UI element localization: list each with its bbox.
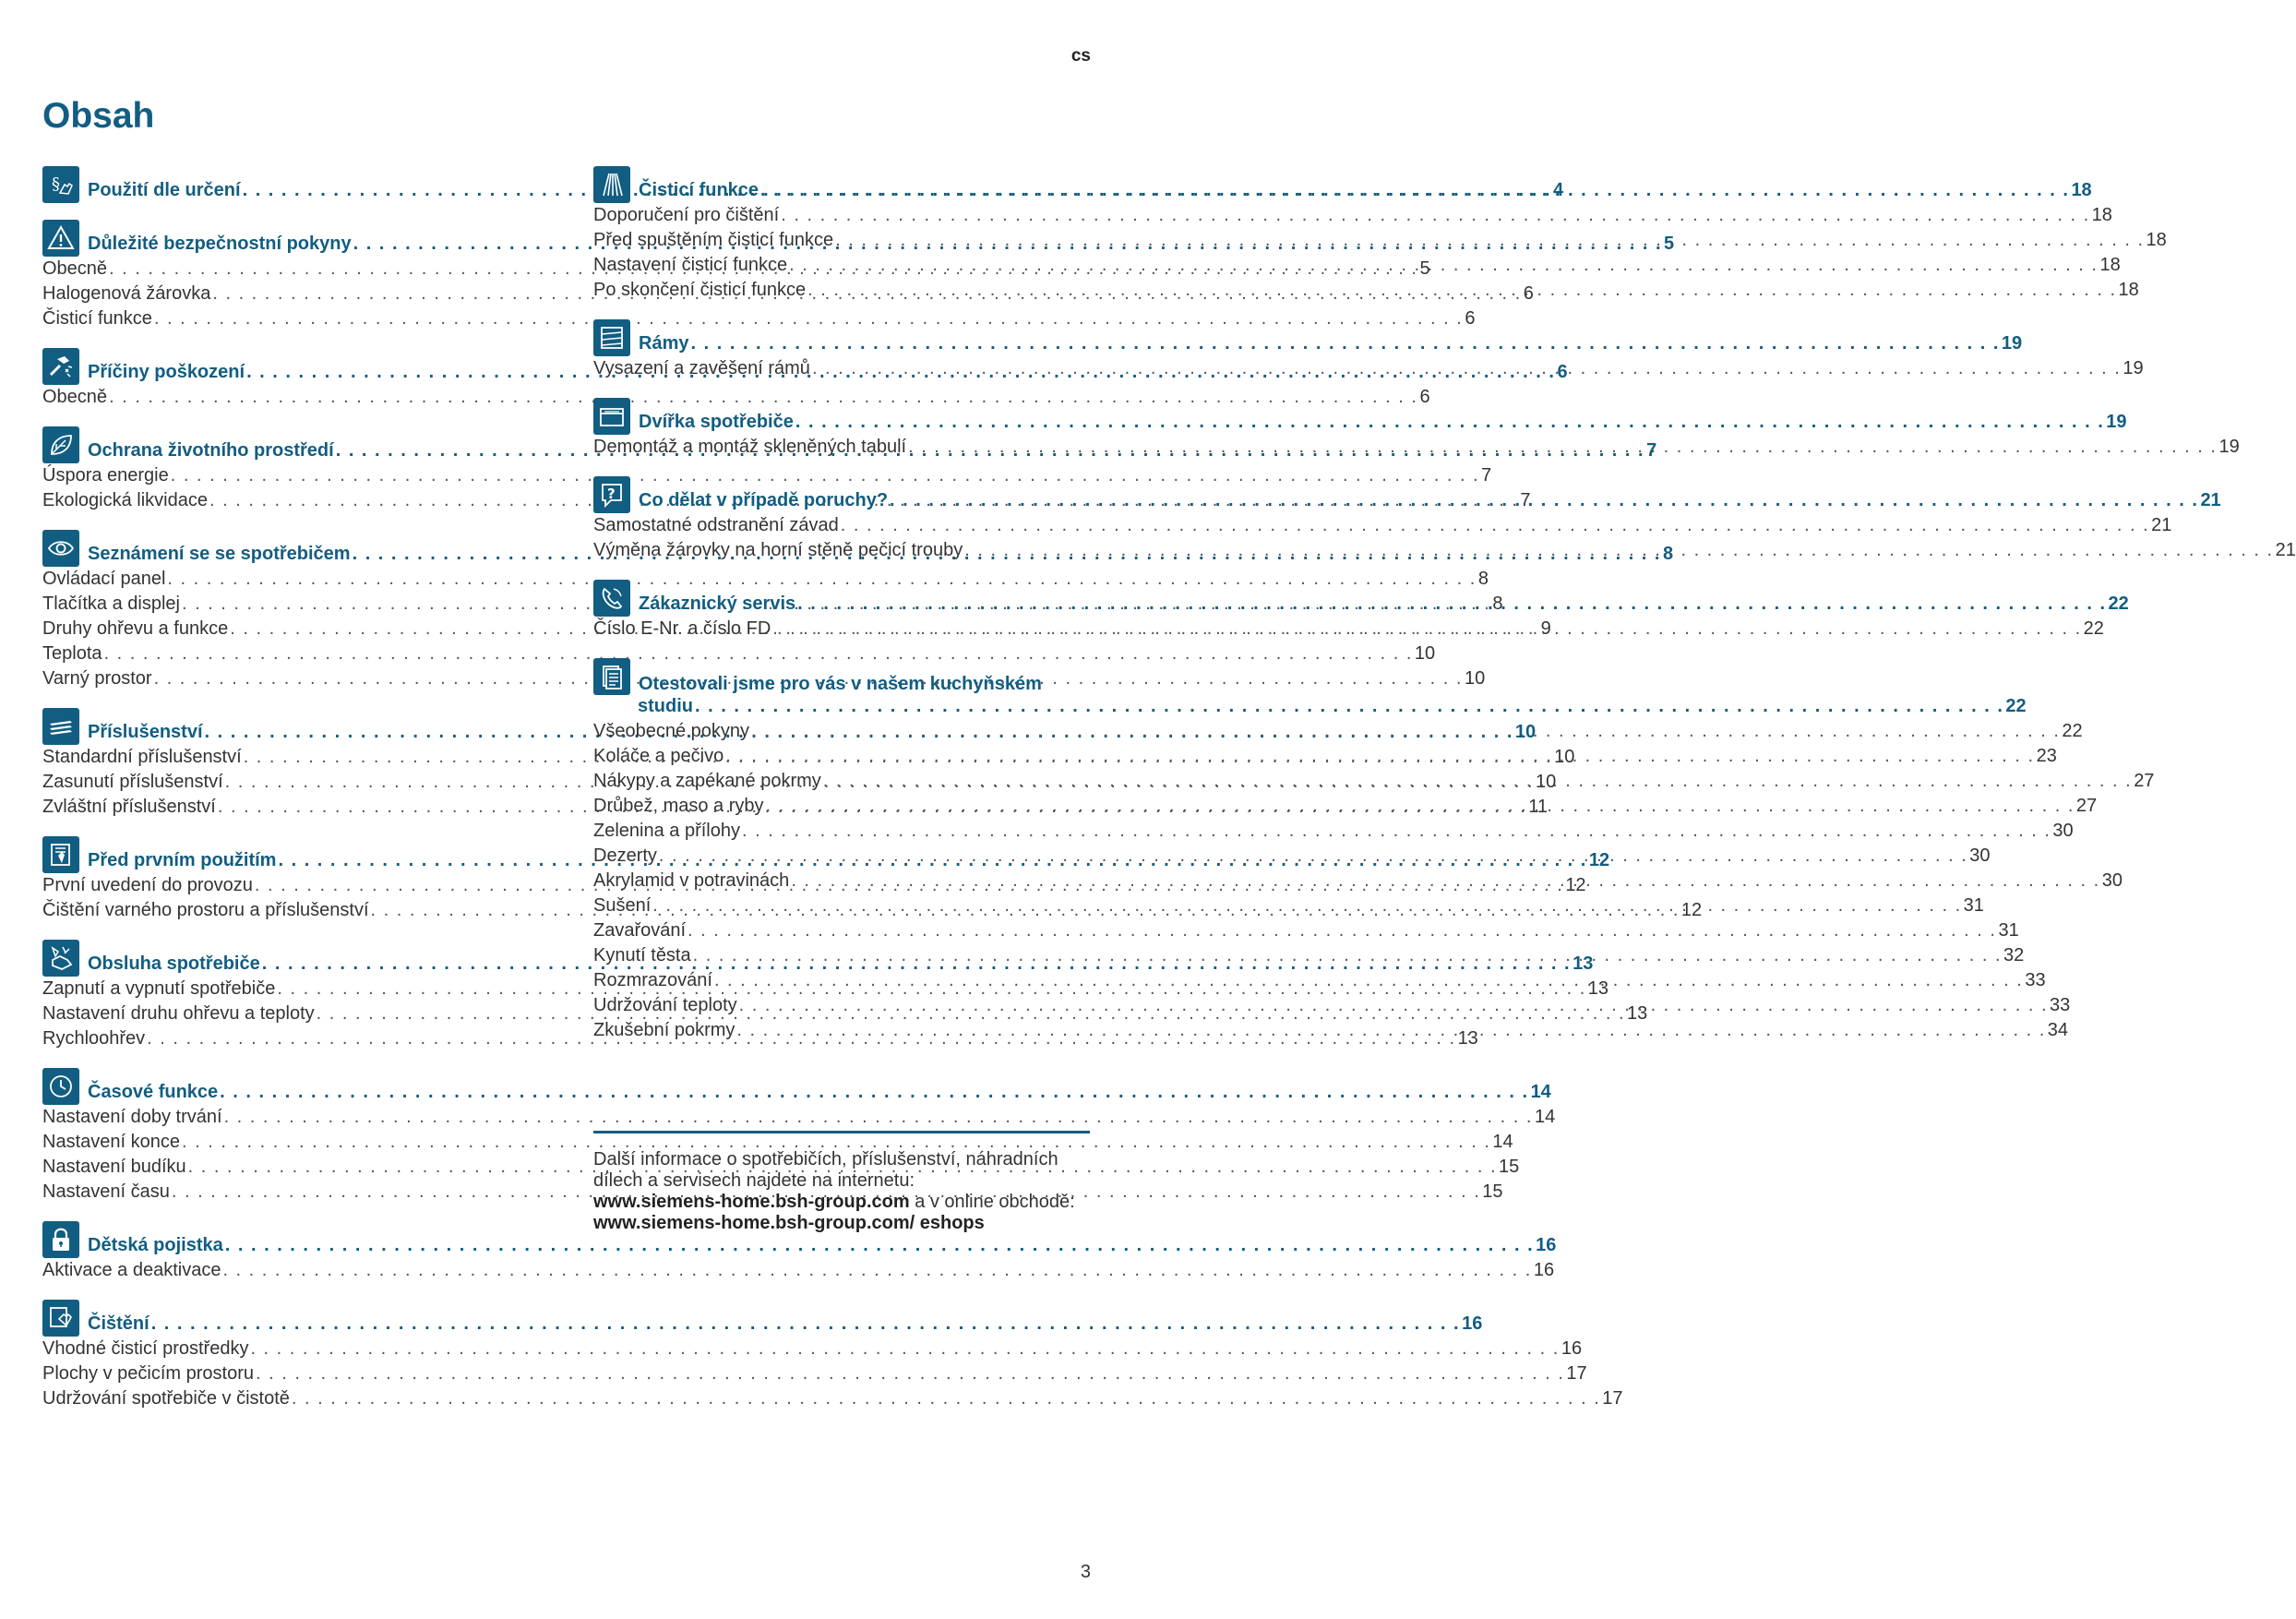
toc-entry-label: Samostatné odstranění závad: [593, 515, 839, 535]
toc-entry: [593, 918, 2019, 943]
toc-entry-label: Nastavení druhu ohřevu a teploty: [42, 1003, 315, 1024]
leaf-icon: [42, 426, 79, 463]
document-icon: [593, 658, 630, 695]
toc-section-title: Příčiny poškození: [88, 362, 245, 382]
toc-section-title: Časové funkce: [88, 1082, 219, 1102]
toc-entry-page: 8: [1492, 594, 1503, 614]
toc-entry: [593, 278, 2139, 303]
toc-entry-label: Vhodné čisticí prostředky: [42, 1338, 249, 1359]
toc-entry-page: 8: [1477, 569, 1489, 589]
toc-entry: [593, 819, 2074, 844]
toc-entry-page: 10: [1414, 643, 1436, 664]
toc-entry-page: 22: [2083, 618, 2104, 639]
toc-entry-label: Zvláštní příslušenství: [42, 797, 216, 817]
toc-entry-page: 22: [2062, 721, 2083, 741]
toc-entry: [42, 1337, 1583, 1361]
toc-section-page: 12: [1588, 850, 1610, 870]
toc-entry-label: Rychloohřev: [42, 1028, 146, 1049]
toc-entry-page: 6: [1523, 283, 1534, 304]
info-divider: [593, 1131, 1090, 1133]
toc-entry-label: Ekologická likvidace: [42, 490, 208, 510]
toc-entry-page: 27: [2075, 796, 2098, 816]
toc-entry: [593, 228, 2167, 253]
toc-entry-label: Čisticí funkce: [42, 308, 152, 329]
toc-entry-page: 6: [1419, 387, 1430, 407]
toc-entry-page: 21: [2275, 540, 2296, 560]
trays-icon: [42, 708, 79, 745]
toc-entry-label: Druhy ohřevu a funkce: [42, 618, 229, 639]
padlock-icon: [42, 1221, 79, 1258]
toc-entry-label: Udržování teploty: [593, 995, 737, 1015]
toc-entry-label: Zkušební pokrmy: [593, 1020, 735, 1040]
toc-entry-page: 32: [2003, 945, 2025, 965]
toc-section-title: Obsluha spotřebiče: [88, 953, 260, 974]
toc-entry-label: Nastavení konce: [42, 1132, 180, 1152]
toc-entry-label: Úspora energie: [42, 465, 169, 486]
toc-entry-label: Čištění varného prostoru a příslušenství: [42, 900, 369, 920]
toc-entry-label: Kynutí těsta: [593, 945, 691, 965]
toc-section-page: 16: [1462, 1313, 1483, 1334]
toc-entry-page: 31: [1998, 920, 2019, 941]
toc-entry: [42, 1155, 1520, 1180]
eye-icon: [42, 530, 79, 567]
rails-icon: [593, 319, 630, 356]
toc-entry-page: 15: [1482, 1181, 1503, 1202]
toc-entry: [42, 1105, 1556, 1130]
page-number: 3: [1080, 1562, 1091, 1582]
toc-entry-label: Dezerty: [593, 845, 657, 866]
toc-entry: [42, 385, 1430, 410]
toc-section: [593, 162, 2167, 303]
phone-icon: [593, 580, 630, 617]
toc-entry: [593, 435, 2240, 460]
toc-entry-label: Demontáž a montáž skleněných tabulí: [593, 437, 907, 457]
toc-entry-page: 14: [1492, 1132, 1513, 1152]
toc-entry: [42, 642, 1436, 666]
toc-entry-label: První uvedení do provozu: [42, 875, 253, 895]
toc-entry-page: 19: [2123, 358, 2144, 378]
toc-section-title: Použití dle určení: [88, 180, 241, 200]
svg-text:?: ?: [607, 486, 616, 502]
toc-entry-page: 7: [1481, 465, 1492, 486]
hand-operation-icon: [42, 940, 79, 977]
toc-entry-page: 30: [2101, 870, 2123, 891]
question-icon: [593, 476, 630, 513]
toc-entry-label: Po skončení čisticí funkce: [593, 280, 807, 300]
toc-entry-page: 17: [1602, 1388, 1623, 1409]
toc-entry-label: Akrylamid v potravinách: [593, 870, 790, 891]
page-title: Obsah: [42, 96, 155, 136]
toc-section-page: 10: [1514, 722, 1537, 742]
toc-entry-label: Rozmrazování: [593, 970, 712, 990]
toc-entry: [593, 203, 2112, 228]
toc-section-title: Příslušenství: [88, 722, 203, 742]
toc-section-page: 4: [1552, 180, 1564, 200]
toc-entry-page: 10: [1464, 668, 1486, 689]
toc-section-title: Před prvním použitím: [88, 850, 277, 870]
toc-section-page: 8: [1662, 544, 1674, 564]
toc-section-page: 7: [1646, 440, 1657, 461]
cleaning-function-icon: [593, 166, 630, 203]
toc-entry-label: Nastavení čisticí funkce: [593, 255, 788, 275]
toc-section-title: Čištění: [88, 1313, 149, 1334]
toc-entry-label: Všeobecné pokyny: [593, 721, 750, 741]
toc-section: [593, 394, 2240, 460]
toc-section-page: 19: [2001, 333, 2023, 354]
language-code: cs: [1070, 46, 1091, 66]
clock-icon: [42, 1068, 79, 1105]
toc-entry-label: Zelenina a přílohy: [593, 821, 740, 841]
toc-entry-label: Standardní příslušenství: [42, 747, 242, 767]
toc-entry-page: 12: [1565, 875, 1586, 895]
toc-entry-page: 23: [2036, 746, 2057, 766]
toc-entry-page: 12: [1680, 900, 1703, 920]
svg-text:§: §: [52, 174, 60, 194]
toc-entry: [593, 617, 2104, 642]
toc-entry-label: Číslo E-Nr. a číslo FD: [593, 618, 771, 639]
toc-section: [593, 473, 2296, 563]
toc-entry-label: Nastavení času: [42, 1181, 170, 1202]
eshop-link[interactable]: www.siemens-home.bsh-group.com/ eshops: [593, 1213, 985, 1233]
toc-entry-page: 10: [1536, 772, 1557, 792]
toc-section-page: 22: [2005, 696, 2027, 716]
toc-section-title: Otestovali jsme pro vás v našem kuchyňském: [639, 674, 1042, 694]
toc-entry: [593, 513, 2172, 538]
toc-entry-label: Obecně: [42, 387, 108, 407]
toc-entry-label: Udržování spotřebiče v čistotě: [42, 1388, 290, 1409]
toc-entry-page: 16: [1533, 1260, 1555, 1280]
toc-section-page: 21: [2200, 490, 2221, 510]
toc-entry-page: 18: [2091, 205, 2112, 225]
toc-section-page: 16: [1536, 1235, 1557, 1255]
toc-section-title: Čisticí funkce: [639, 180, 759, 200]
toc-entry-label: Plochy v pečicím prostoru: [42, 1363, 254, 1384]
toc-entry: [42, 567, 1489, 592]
toc-entry-label: Drůbež, maso a ryby: [593, 796, 764, 816]
toc-section-title: Seznámení se se spotřebičem: [88, 544, 351, 564]
toc-section-page: 22: [2108, 594, 2129, 614]
toc-section: [593, 576, 2129, 642]
hammer-damage-icon: [42, 348, 79, 385]
toc-entry-label: Zasunutí příslušenství: [42, 772, 223, 792]
toc-entry-page: 17: [1566, 1363, 1587, 1384]
toc-entry-label: Nastavení doby trvání: [42, 1107, 222, 1127]
first-use-icon: [42, 836, 79, 873]
toc-section-page: 13: [1573, 953, 1594, 974]
toc-section-title: Důležité bezpečnostní pokyny: [88, 234, 352, 254]
info-text: Další informace o spotřebičích, příslušenství, náhradních dílech a servisech najdete na internetu: www.siemens-home.bsh-group.com a v online obchodě: www.siemens-home.bsh-group.com/ eshops: [593, 1149, 1075, 1233]
toc-section: [593, 316, 2144, 381]
toc-entry-page: 30: [1969, 845, 1991, 866]
toc-section: [42, 1296, 1623, 1411]
toc-section-page: 6: [1557, 362, 1568, 382]
toc-entry-label: Před spuštěním čisticí funkce: [593, 230, 834, 250]
toc-entry-page: 18: [2118, 280, 2139, 300]
toc-entry-label: Koláče a pečivo: [593, 746, 724, 766]
toc-section-title: Ochrana životního prostředí: [88, 440, 334, 461]
website-link[interactable]: www.siemens-home.bsh-group.com: [593, 1192, 910, 1212]
toc-entry-label: Ovládací panel: [42, 569, 166, 589]
toc-section-page: 14: [1530, 1082, 1551, 1102]
toc-entry-page: 31: [1963, 895, 1984, 916]
toc-entry-page: 11: [1528, 797, 1548, 817]
toc-entry-page: 13: [1587, 978, 1609, 999]
toc-entry-page: 33: [2025, 970, 2046, 990]
toc-entry-page: 27: [2134, 771, 2155, 791]
toc-entry-page: 15: [1499, 1157, 1520, 1177]
toc-entry: [42, 1386, 1623, 1411]
toc-section-title: Dvířka spotřebiče: [639, 412, 794, 432]
toc-entry-label: Obecně: [42, 258, 108, 279]
toc-entry-label: Vysazení a zavěšení rámů: [593, 358, 810, 378]
toc-entry: [42, 1258, 1555, 1283]
toc-entry-page: 14: [1534, 1107, 1556, 1127]
toc-entry-page: 30: [2052, 821, 2074, 841]
toc-entry-label: Teplota: [42, 643, 102, 664]
toc-entry-page: 21: [2151, 515, 2172, 535]
toc-entry-label: Nastavení budíku: [42, 1157, 186, 1177]
toc-entry-label: Halogenová žárovka: [42, 283, 211, 304]
toc-entry-page: 19: [2218, 437, 2240, 457]
toc-entry: [593, 253, 2121, 278]
toc-section-title: Rámy: [639, 333, 689, 354]
toc-entry: [593, 356, 2144, 381]
toc-entry-page: 6: [1465, 308, 1476, 329]
toc-entry-label: Doporučení pro čištění: [593, 205, 780, 225]
toc-section-title: Co dělat v případě poruchy?: [639, 490, 889, 510]
toc-entry-page: 7: [1520, 490, 1531, 510]
toc-entry-label: Sušení: [593, 895, 652, 916]
toc-section-title-cont: studiu: [638, 696, 693, 716]
toc-entry-label: Výměna žárovky na horní stěně pečicí trouby: [593, 540, 963, 560]
toc-entry-page: 33: [2050, 995, 2071, 1015]
toc-entry-page: 16: [1561, 1338, 1583, 1359]
toc-entry-page: 18: [2099, 255, 2121, 275]
toc-entry-page: 5: [1419, 258, 1430, 279]
toc-entry-label: Tlačítka a displej: [42, 594, 180, 614]
toc-entry: [593, 538, 2296, 563]
warning-triangle-icon: [42, 220, 79, 257]
toc-entry-page: 13: [1627, 1003, 1648, 1024]
cleaning-hand-icon: [42, 1300, 79, 1337]
toc-entry: [42, 306, 1476, 331]
toc-entry-label: Zavařování: [593, 920, 687, 941]
toc-entry-page: 9: [1540, 618, 1551, 639]
toc-entry: [42, 1130, 1513, 1155]
toc-section-page: 18: [2071, 180, 2092, 200]
toc-section-title: Zákaznický servis: [639, 594, 796, 614]
toc-entry: [42, 1361, 1587, 1386]
toc-entry-label: Zapnutí a vypnutí spotřebiče: [42, 978, 276, 999]
toc-entry-page: 18: [2146, 230, 2167, 250]
toc-entry-page: 34: [2047, 1020, 2069, 1040]
toc-entry-page: 10: [1554, 747, 1575, 767]
toc-entry-label: Aktivace a deaktivace: [42, 1260, 221, 1280]
oven-door-icon: [593, 398, 630, 435]
toc-section-page: 19: [2106, 412, 2127, 432]
toc-section-title: Dětská pojistka: [88, 1235, 223, 1255]
toc-entry-page: 13: [1457, 1028, 1478, 1049]
toc-entry-label: Varný prostor: [42, 668, 152, 689]
toc-section-page: 5: [1664, 234, 1675, 254]
toc-entry: [42, 463, 1492, 488]
paragraph-hand-icon: [42, 166, 79, 203]
toc-entry-label: Nákypy a zapékané pokrmy: [593, 771, 821, 791]
